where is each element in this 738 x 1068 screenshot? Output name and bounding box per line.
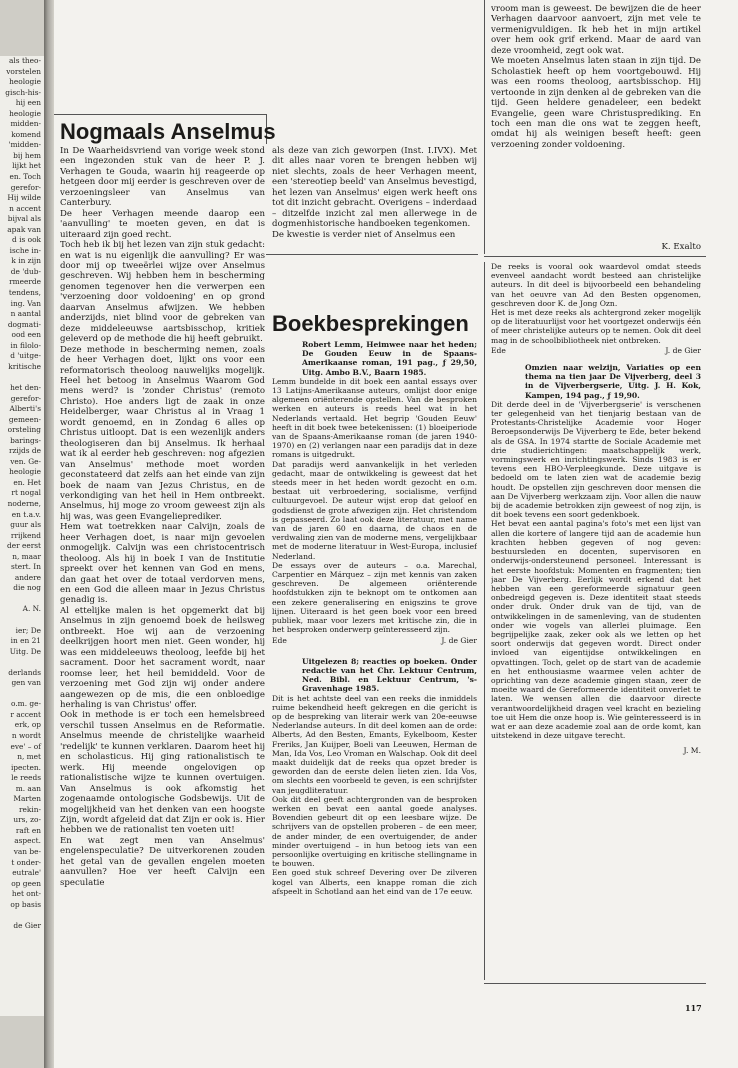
review-2-body: [272, 694, 477, 896]
left-page-line: heologie: [9, 467, 41, 477]
article-paragraph: Hem wat toetrekken naar Calvijn, zoals de heer Verhagen doet, is naar mijn gevoelen onmogelijk. Calvijn was een christocentrisch theoloog. Als hij in boek I van de Institutie spreekt over het kennen van God en mens, dan gaat het over de totaal verdorven mens, en een God die alleen maar in Jezus Christus genadig is.: [60, 522, 265, 606]
left-page-line: vorstelen: [6, 66, 41, 76]
left-page-line: orsteling: [7, 425, 41, 435]
left-page-line: n aantal: [10, 309, 41, 319]
article-end-rule: [266, 254, 478, 255]
left-page-line: apak van: [7, 224, 41, 234]
left-page-line: [0, 372, 41, 383]
left-page-line: derlands: [8, 667, 41, 677]
left-page-line: ische in-: [9, 245, 41, 255]
left-page-line: m. aan: [15, 783, 41, 793]
left-page-line: andere: [14, 572, 41, 582]
left-page-line: gerefor-: [10, 393, 41, 403]
left-page-line: bijval als: [7, 214, 41, 224]
left-page-line: als theo-: [9, 56, 41, 65]
article-paragraph: De kwestie is verder niet of Anselmus een: [272, 229, 456, 240]
review-3-heading: Omzien naar welzijn, Variaties op een thema na tien jaar De Vijverberg, deel 3 in de Vijverbergserie, Uitg. J. H. Kok, Kampen, 194 pag., ƒ 19,90.: [525, 363, 701, 400]
left-page-line: barings-: [10, 435, 41, 445]
left-page-line: stert. In: [10, 562, 41, 572]
left-page-line: Uitg. De: [9, 646, 41, 656]
left-page-line: heologie: [9, 77, 41, 87]
left-page-line: kritische: [8, 361, 41, 371]
left-page-line: d is ook: [12, 235, 41, 245]
review-2-signature: [491, 346, 701, 355]
article-title: Nogmaals Anselmus: [60, 119, 276, 144]
left-page-line: raft en: [15, 825, 41, 835]
left-page-line: heologie: [9, 108, 41, 118]
left-page-line: n wordt: [11, 731, 41, 740]
review-2-body-continued: [491, 262, 701, 345]
left-page-line: rrijkend: [10, 530, 41, 540]
left-page-line: [0, 615, 41, 626]
left-page-line: der eerst: [6, 541, 41, 551]
left-page-line: gerefor-: [10, 182, 41, 192]
article-paragraph: En wat zegt men van Anselmus' engelenspeculatie? De uitverkorenen zouden het getal van de gevallen engelen moeten aanvullen? Hoe ver heeft Calvijn een speculatie: [60, 835, 265, 888]
article-paragraph: In De Waarheidsvriend van vorige week stond een ingezonden stuk van de heer P. J. Verhagen te Gouda, waarin hij reageerde op hetgeen door mij eerder is geschreven over de verzoeningsleer van Anselmus van Canterbury.: [60, 146, 265, 209]
left-page-line: in en 21: [10, 636, 41, 646]
review-paragraph: Dit derde deel in de 'Vijverbergserie' is verschenen ter gelegenheid van het tienjarig bestaan van de Protestants-Christelijke Academie voor Hoger Beroepsonderwijs De Vijverberg te Ede, beter bekend als de GSA. In 1974 startte de Sociale Academie met drie studierichtingen: maatschappelijk werk, vormingswerk en inrichtingswerk. Sinds 1983 is er tevens een HBO-Verpleegkunde. Deze uitgave is bedoeld om te laten zien wat de academie bezig houdt. De opstellen zijn geschreven door mensen die aan De Vijverberg werkzaam zijn. Voor allen die nauw bij de academie betrokken zijn geweest of nog zijn, is dit boek tevens een soort gedenkboek.: [491, 399, 701, 520]
column-rule-top: [484, 0, 485, 254]
left-page-line: de 'dub-: [10, 266, 41, 276]
left-page-line: k in zijn: [11, 256, 41, 266]
left-page-line: eve' – of: [10, 741, 41, 751]
reviews-column-middle: [272, 340, 477, 1005]
left-page-line: hij een: [15, 98, 41, 108]
left-page-line: tendens,: [8, 288, 41, 298]
review-1-place: Ede: [272, 635, 287, 645]
left-page-line: [0, 657, 41, 668]
article-paragraph: als deze van zich geworpen (Inst. I.IVX). Met dit alles naar voren te brengen hebben wij niet slechts, zoals de heer Verhagen meent, een 'stereotiep beeld' van Anselmus bevestigd, het lezen van Anselmus' eigen werk heeft ons tot dit inzicht gebracht. Overigens – inderdaad – ditzelfde inzicht zal men allerwege in de dogmenhistorische handboeken tegenkomen.: [272, 146, 477, 230]
review-paragraph: Lemm bundelde in dit boek een aantal essays over 13 Latijns-Amerikaanse auteurs, omlijst door enige algemeen oriënterende opstellen. Van de besproken werken en auteurs is reeds heel wat in het Nederlands vertaald. Het begrip 'Gouden Eeuw' heeft in dit boek twee betekenissen: (1) bloeiperiode van de Spaans-Amerikaanse roman (de jaren 1940-1970) en (2) verlangen naar een paradijs dat in deze romans is uitgedrukt.: [272, 376, 477, 460]
left-page-line: ipecten.: [10, 762, 41, 772]
review-1-author: J. de Gier: [441, 635, 477, 645]
left-page-line: ood een: [11, 330, 41, 340]
article-bottom-rule: [484, 256, 706, 257]
left-page-text: [0, 56, 41, 931]
article-paragraph: Al ettelijke malen is het opgemerkt dat bij Anselmus in zijn genoemd boek de heilsweg ontbreekt. Hoe wij aan de verzoening deelkrijgen hoort men niet. Geen wonder, hij was een middeleeuws theoloog, leefde bij het sacrament. Door het sacrament wordt, naar roomse leer, het heil bemiddeld. Voor de verzoening met God zijn wij onder andere aangewezen op de mis, die een onbloedige herhaling is van Christus' offer.: [60, 605, 265, 711]
review-paragraph: De reeks is vooral ook waardevol omdat steeds evenveel aandacht wordt besteed aan christelijke auteurs. In dit deel is bijvoorbeeld een behandeling van het oeuvre van Ad den Besten opgenomen, geschreven door K. de Jong Ozn.: [491, 262, 701, 308]
left-page-line: 'midden-: [8, 140, 41, 150]
left-page-line: gemeen-: [8, 414, 41, 424]
review-paragraph: Ook dit deel geeft achtergronden van de besproken werken en bevat een aantal goede analyses. Bovendien gebeurt dit op een leesbare wijze. De schrijvers van de opstellen proberen – de een meer, de ander minder, de een overtuigender, de ander minder overtuigend – in hun betoog iets van een persoonlijke overtuiging en kritische stellingname in te bouwen.: [272, 794, 477, 869]
reviews-column-right: [491, 262, 701, 1002]
left-page-line: n, met: [17, 752, 41, 762]
left-page-line: van be-: [13, 847, 41, 857]
left-page-line: dogmati-: [7, 319, 41, 329]
left-page-line: de Gier: [13, 920, 41, 930]
bottom-rule: [484, 983, 706, 984]
left-page-line: rmeerde: [9, 277, 41, 287]
left-page-line: midden-: [10, 119, 41, 129]
left-page-line: n accent: [9, 203, 41, 213]
left-page-line: en. Het: [13, 477, 41, 487]
left-page-line: n, maar: [12, 551, 41, 561]
left-page-line: en t.a.v.: [11, 509, 41, 519]
left-page-fragment: [0, 56, 45, 1016]
left-page-line: r accent: [10, 709, 41, 719]
book-gutter: [44, 0, 54, 1068]
left-page-line: Alberti's: [9, 404, 41, 414]
review-3-author: J. M.: [683, 746, 701, 756]
left-page-line: guur als: [10, 520, 41, 530]
left-page-line: die nog: [13, 583, 41, 593]
left-page-line: [0, 689, 41, 700]
left-page-line: aspect.: [14, 836, 41, 846]
left-page-line: le reeds: [11, 773, 41, 783]
left-page-line: op basis: [10, 899, 41, 909]
review-paragraph: Het is met deze reeks als achtergrond zeker mogelijk op de literatuurlijst voor het voortgezet onderwijs één of meer christelijke auteurs op te nemen. Ook dit deel mag in de schoolbibliotheek niet ontbreken.: [491, 308, 701, 345]
left-page-line: het ont-: [11, 889, 41, 899]
review-1-heading: Robert Lemm, Heimwee naar het heden; De Gouden Eeuw in de Spaans-Amerikaanse roman, 191 pag., ƒ 29,50, Uitg. Ambo B.V., Baarn 1985.: [302, 340, 477, 377]
left-page-line: [0, 910, 41, 921]
top-rule-left: [54, 114, 266, 115]
left-page-line: eutrale': [12, 868, 41, 878]
article-column-1: [60, 146, 265, 1006]
main-page: [54, 0, 738, 1068]
left-page-line: noderne,: [7, 498, 41, 508]
left-page-line: erk, op: [14, 720, 41, 730]
left-page-line: rzijds de: [8, 446, 41, 456]
left-page-line: [0, 594, 41, 605]
article-column-3: [491, 4, 701, 240]
left-page-line: gisch-his-: [5, 87, 41, 97]
left-page-line: en. Toch: [9, 172, 41, 182]
left-page-line: in filolo-: [10, 340, 41, 350]
review-2-author: J. de Gier: [665, 345, 701, 355]
column-rule-right: [484, 262, 485, 980]
article-paragraph: De heer Verhagen meende daarop een 'aanvulling' te moeten geven, en dat is uiteraard zijn goed recht.: [60, 208, 265, 240]
article-column-2: [272, 146, 477, 254]
left-page-line: bij hem: [13, 150, 41, 160]
left-page-line: Hij wilde: [7, 193, 41, 203]
article-author: K. Exalto: [661, 242, 701, 252]
left-page-line: o.m. ge-: [11, 699, 41, 709]
article-paragraph: Toch heb ik bij het lezen van zijn stuk gedacht: en wat is nu eigenlijk die aanvulling? Er was door mij op tweeërlei wijze over Anselmus geschreven. Wij hebben hem in bescherming genomen tegenover hen die verwerpen een 'verzoening door voldoening' en op grond daarvan Anselmus afwijzen. We hebben anderzijds, niet blind voor de gebreken van deze middeleeuwse aartsbisschop, kritiek geleverd op de methode die hij heeft gebruikt.: [60, 240, 265, 345]
left-page-line: gen van: [11, 678, 41, 688]
article-paragraph: Ook in methode is er toch een hemelsbreed verschil tussen Anselmus en de Reformatie. Anselmus meende de christelijke waarheid 'redelijk' te kunnen verklaren. Daarom heet hij en scholasticus. Hij ging rationalistisch te werk. Hij meende ongelovigen op rationalistische wijze te kunnen overtuigen. Van Anselmus is ook afkomstig het zogenaamde ontologische Godsbewijs. Uit de mogelijkheid van het denken van een hoogste Zijn, wordt afgeleid dat dat Zijn er ook is. Hier hebben we de rationalist ten voeten uit!: [60, 710, 265, 836]
left-page-line: komend: [11, 129, 41, 139]
left-page-line: ven. Ge-: [10, 456, 41, 466]
left-page-line: ier; De: [15, 625, 41, 635]
article-paragraph: Deze methode in bescherming nemen, zoals de heer Verhagen doet, lijkt ons voor een reformatorisch theoloog nauwelijks mogelijk. Heel het betoog in Anselmus Waarom God mens werd? is 'zonder Christus' (remoto Christo). Hoe anders ligt de zaak in onze Heidelberger, waar Christus al in Vraag 1 wordt genoemd, en in Zondag 6 alles op Christus uitloopt. Dat is een wezenlijk anders theologiseren dan bij Anselmus. Ik herhaal wat ik al eerder heb geschreven: nog afgezien van Anselmus' methode moet worden geconstateerd dat zelfs aan het einde van zijn boek de naam van Jezus Christus, en de verkondiging van het heil in Hem ontbreekt. Anselmus, hij moge zo vroom geweest zijn als hij was, was geen Evangelieprediker.: [60, 344, 265, 522]
review-paragraph: Een goed stuk schreef Devering over De zilveren kogel van Alberts, een knappe roman die zich afspeelt in Schotland aan het eind van de 17e eeuw.: [272, 868, 477, 896]
left-page-line: het den-: [10, 382, 41, 392]
left-page-line: Marten: [13, 794, 41, 804]
article-paragraph: We moeten Anselmus laten staan in zijn tijd. De Scholastiek heeft op hem voortgebouwd. Hij was een rooms theoloog, aartsbisschop. Hij vertoonde in zijn denken al de gebreken van die tijd. Geen heldere genadeleer, een bedekt Evangelie, geen ware Christusprediking. En toch een man die ons wat te zeggen heeft, omdat hij als weinigen beseft heeft: geen verzoening zonder voldoening.: [491, 56, 701, 150]
page-number: 117: [685, 1003, 702, 1013]
review-paragraph: Dit is het achtste deel van een reeks die inmiddels ruime bekendheid heeft gekregen en die gericht is op de bespreking van literair werk van 20e-eeuwse Nederlandse auteurs. In dit deel komen aan de orde: Alberts, Ad den Besten, Emants, Eykelboom, Kester Freriks, Jan Kuijper, Boeli van Leeuwen, Herman de Man, Ida Vos, Leo Vroman en Walschap. Ook dit deel maakt duidelijk dat de reeks qua opzet breder is geworden dan de eerste delen lieten zien. Ida Vos, om slechts een voorbeeld te geven, is een schrijfster van jeugdliteratuur.: [272, 693, 477, 795]
left-page-line: A. N.: [22, 604, 41, 614]
review-2-place: Ede: [491, 345, 506, 355]
review-paragraph: Dat paradijs werd aanvankelijk in het verleden gedacht, maar de ontwikkeling is geweest dat het steeds meer in het heden wordt gezocht en o.m. bestaat uit verbroedering, socialisme, verfijnd cultuurgevoel. De auteur wijst erop dat geloof en godsdienst de grote afwezigen zijn. Het christendom is gepasseerd. Zo laat ook deze literatuur, met name van de jaren 60 en daarna, de chaos en de verdwaling zien van de moderne mens, vergelijkbaar met de moderne literatuur in West-Europa, inclusief Nederland.: [272, 459, 477, 561]
left-page-line: urs, zo-: [13, 815, 41, 825]
review-1-signature: [272, 636, 477, 645]
section-title: Boekbesprekingen: [272, 311, 469, 336]
article-paragraph: vroom man is geweest. De bewijzen die de heer Verhagen daarvoor aanvoert, zijn met vele te vermenigvuldigen. Ik heb het in mijn artikel over hem ook grif erkend. Maar de aard van deze vroomheid, zegt ook wat.: [491, 4, 701, 56]
left-page-line: rekin-: [18, 804, 41, 814]
review-3-body: [491, 400, 701, 741]
review-2-heading: Uitgelezen 8; reacties op boeken. Onder redactie van het Chr. Lektuur Centrum, Ned. Bibl. en Lektuur Centrum, 's-Gravenhage 1985.: [302, 656, 477, 694]
left-page-line: rt nogal: [11, 488, 41, 498]
left-page-line: t onder-: [11, 857, 41, 867]
review-paragraph: De essays over de auteurs – o.a. Marechal, Carpentier en Márquez – zijn met kennis van zaken geschreven. De algemeen oriënterende hoofdstukken zijn te beknopt om te ontkomen aan een zekere generalisering en enigszins te grove lijnen. Uiteraard is het geen boek voor een breed publiek, maar voor lezers met kritische zin, die in het besproken onderwerp geïnteresseerd zijn.: [272, 560, 477, 635]
left-page-line: ing. Van: [10, 298, 41, 308]
left-page-line: op geen: [11, 878, 41, 888]
review-paragraph: Het bevat een aantal pagina's foto's met een lijst van allen die kortere of langere tijd aan de academie hun krachten hebben gegeven of nog geven: bestuursleden en docenten, supervisoren en onderwijs-ondersteunend personeel. Interessant is het eerste hoofdstuk: Momenten en fragmenten; tien jaar De Vijverberg. Eerlijk wordt erkend dat het hebben van een gereformeerde signatuur geen onbedreigd gegeven is. Deze identiteit staat steeds onder druk. Onder druk van de tijd, van de ontwikkelingen in de samenleving, van de studenten onder wie vogels van allerlei pluimage. Een begrijpelijke zaak, zeker ook als we letten op het soort onderwijs dat gegeven wordt. Direct onder invloed van eigentijdse ontwikkelingen en opvattingen. Toch, gelet op de start van de academie en het enthousiasme waarmee velen achter de oprichting van deze academie gingen staan, zeer de moeite waard de Gereformeerde identiteit onverlet te laten. We wensen allen die daarvoor directe verantwoordelijkheid dragen veel kracht en bezieling toe uit Hem die onze hoop is. Wie geïnteresseerd is in wat er aan deze academie zoal aan de orde komt, kan uitstekend in deze uitgave terecht.: [491, 519, 701, 741]
left-page-line: lijkt het: [12, 161, 41, 171]
review-1-body: [272, 377, 477, 635]
left-page-line: d 'uitge-: [10, 351, 41, 361]
